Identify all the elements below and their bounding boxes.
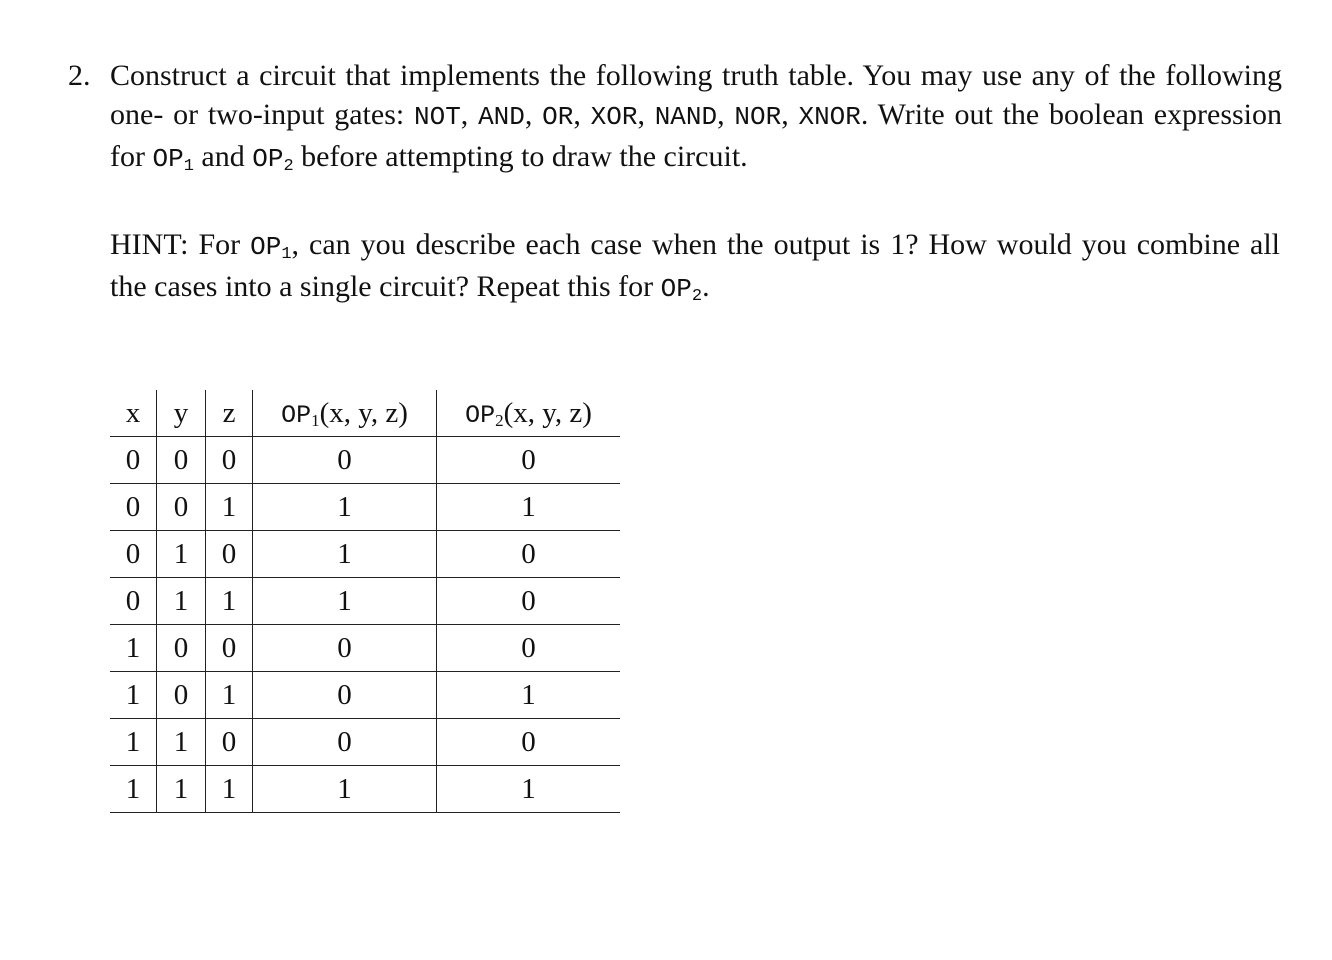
cell-op1: 0 bbox=[253, 437, 437, 484]
gate-separator: . bbox=[860, 98, 878, 131]
cell-op2: 1 bbox=[437, 672, 621, 719]
hint-op1-name: $OP_1$ bbox=[250, 232, 292, 264]
cell-y: 0 bbox=[157, 484, 206, 531]
table-row bbox=[110, 484, 620, 531]
problem-text-expression: Write out the boolean expression for bbox=[110, 98, 1283, 173]
hint-op2-name: $OP_2$ bbox=[660, 274, 703, 306]
cell-op2: 0 bbox=[437, 625, 621, 672]
cell-x: 1 bbox=[110, 625, 157, 672]
cell-y: 0 bbox=[157, 437, 206, 484]
cell-x: 1 bbox=[110, 672, 157, 719]
op1-name: $OP_1$ bbox=[152, 144, 194, 176]
table-row bbox=[110, 531, 620, 578]
problem-number: 2. bbox=[68, 59, 91, 92]
hint-end: . bbox=[702, 270, 710, 303]
header-op1: $OP_1(x$, y, z) bbox=[253, 390, 437, 437]
truth-table-header bbox=[110, 390, 620, 437]
hint-text: , can you describe each case when the output is 1? How would you combine all the cases into a single circuit? Repeat this for bbox=[110, 228, 1280, 303]
cell-x: 0 bbox=[110, 531, 157, 578]
cell-op2: 0 bbox=[437, 437, 621, 484]
cell-z: 0 bbox=[206, 625, 253, 672]
cell-op1: 0 bbox=[253, 719, 437, 766]
cell-y: 0 bbox=[157, 625, 206, 672]
header-y: y bbox=[157, 390, 206, 437]
header-x: x bbox=[110, 390, 157, 437]
problem-statement bbox=[68, 56, 1282, 179]
cell-x: 1 bbox=[110, 719, 157, 766]
cell-y: 1 bbox=[157, 766, 206, 813]
cell-op2: 1 bbox=[437, 766, 621, 813]
cell-op1: 0 bbox=[253, 625, 437, 672]
gate-separator: , bbox=[573, 98, 591, 131]
cell-op1: 1 bbox=[253, 484, 437, 531]
cell-op2: 0 bbox=[437, 531, 621, 578]
cell-y: 0 bbox=[157, 672, 206, 719]
cell-z: 0 bbox=[206, 719, 253, 766]
cell-y: 1 bbox=[157, 578, 206, 625]
gate-nand: NAND bbox=[654, 102, 718, 132]
cell-op1: 1 bbox=[253, 578, 437, 625]
gate-not: NOT bbox=[413, 102, 461, 132]
cell-op1: 0 bbox=[253, 672, 437, 719]
cell-y: 1 bbox=[157, 719, 206, 766]
cell-z: 1 bbox=[206, 484, 253, 531]
table-row bbox=[110, 437, 620, 484]
table-row bbox=[110, 766, 620, 813]
gate-separator: , bbox=[637, 98, 655, 131]
hint-paragraph bbox=[110, 225, 1280, 309]
cell-x: 0 bbox=[110, 484, 157, 531]
cell-op2: 0 bbox=[437, 719, 621, 766]
cell-x: 0 bbox=[110, 437, 157, 484]
gate-xor: XOR bbox=[590, 102, 638, 132]
hint-lead: HINT: For bbox=[110, 228, 251, 261]
gate-separator: , bbox=[460, 98, 479, 131]
gate-xnor: XNOR bbox=[798, 102, 861, 132]
cell-op2: 0 bbox=[437, 578, 621, 625]
cell-z: 1 bbox=[206, 578, 253, 625]
cell-z: 1 bbox=[206, 672, 253, 719]
problem-text-end: before attempting to draw the circuit. bbox=[293, 140, 748, 173]
problem-and: and bbox=[193, 140, 253, 173]
op2-name: $OP_2$ bbox=[252, 144, 294, 176]
gate-separator: , bbox=[781, 98, 799, 131]
gate-separator: , bbox=[717, 98, 735, 131]
cell-op1: 1 bbox=[253, 766, 437, 813]
truth-table bbox=[110, 390, 620, 813]
cell-op1: 1 bbox=[253, 531, 437, 578]
cell-z: 0 bbox=[206, 437, 253, 484]
table-row bbox=[110, 625, 620, 672]
gate-list bbox=[414, 98, 878, 131]
problem-text-intro: Construct a circuit that implements the following truth table. You may use any of the following one- or two-input gates: bbox=[110, 59, 1282, 131]
table-row bbox=[110, 672, 620, 719]
header-z: z bbox=[206, 390, 253, 437]
header-op2: $OP_2(x$, y, z) bbox=[437, 390, 621, 437]
gate-nor: NOR bbox=[734, 102, 782, 132]
gate-and: AND bbox=[478, 102, 525, 132]
cell-y: 1 bbox=[157, 531, 206, 578]
problem-body bbox=[110, 56, 1282, 179]
truth-table-body bbox=[110, 437, 620, 813]
cell-z: 1 bbox=[206, 766, 253, 813]
cell-op2: 1 bbox=[437, 484, 621, 531]
table-row bbox=[110, 719, 620, 766]
cell-x: 1 bbox=[110, 766, 157, 813]
gate-separator: , bbox=[524, 98, 543, 131]
cell-x: 0 bbox=[110, 578, 157, 625]
gate-or: OR bbox=[542, 102, 574, 132]
cell-z: 0 bbox=[206, 531, 253, 578]
table-row bbox=[110, 578, 620, 625]
